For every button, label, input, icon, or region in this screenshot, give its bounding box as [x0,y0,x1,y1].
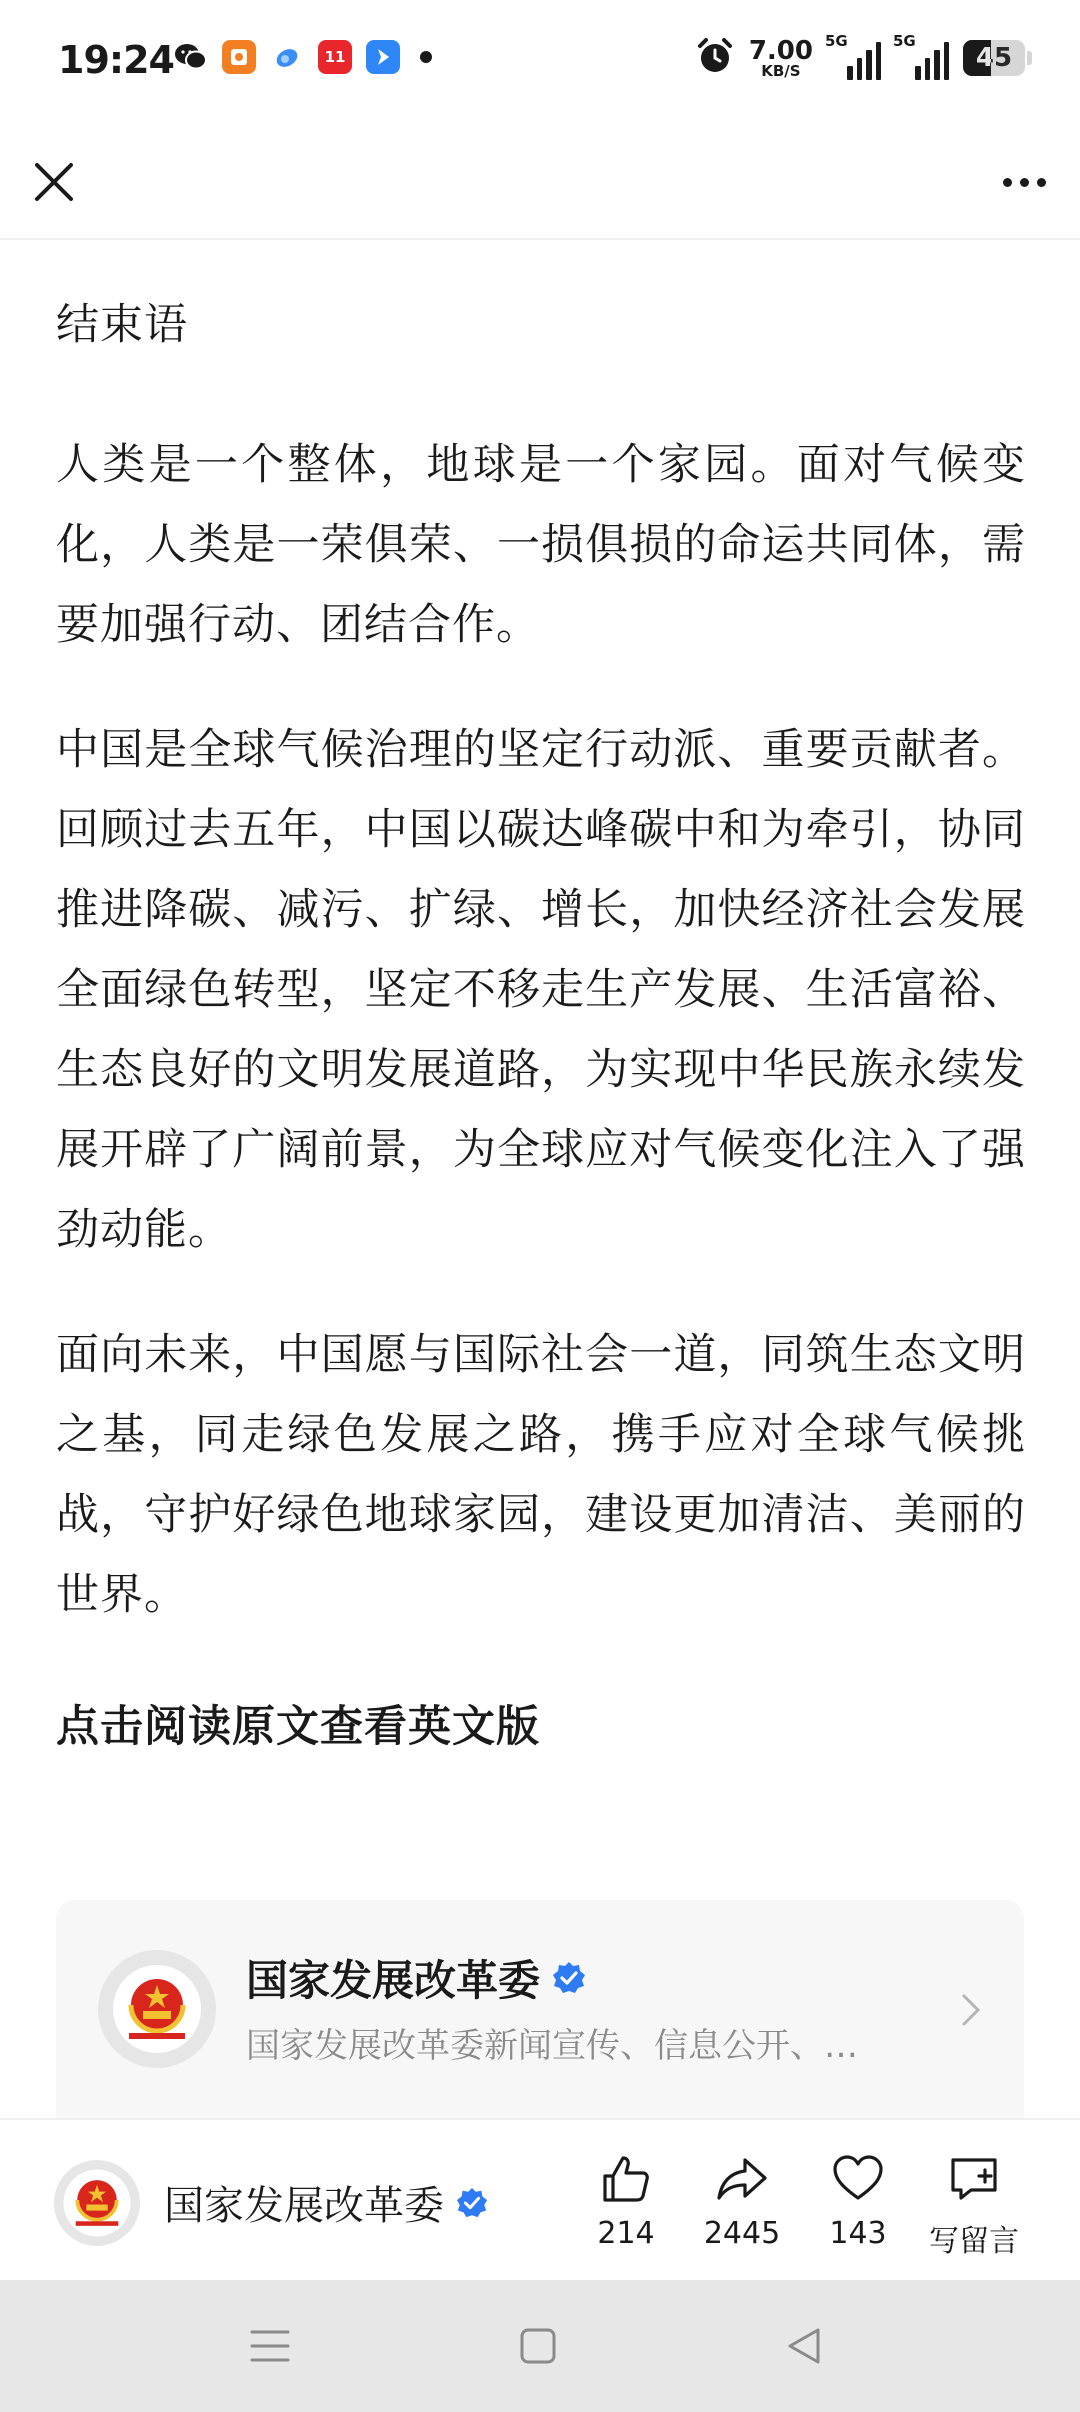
account-card-name: 国家发展改革委 [246,1956,541,2005]
favorite-button[interactable] [798,2152,918,2251]
status-time: 19:24 [58,38,174,82]
signal-5g-1-icon: 5G [827,36,881,80]
browser-icon [270,40,304,74]
wechat-icon [174,40,208,74]
bottom-account-name-row[interactable] [164,2174,488,2231]
status-bar [0,0,1080,120]
verified-badge-icon [552,1961,586,1995]
menu-button[interactable] [240,2320,300,2372]
close-icon [34,162,74,202]
share-button[interactable] [682,2152,802,2251]
write-comment-button[interactable] [914,2152,1034,2260]
paragraph-2: 中国是全球气候治理的坚定行动派、重要贡献者。回顾过去五年，中国以碳达峰碳中和为牵引，协同推进降碳、减污、扩绿、增长，加快经济社会发展全面绿色转型，坚定不移走生产发展、生活富裕、生态良好的文明发展道路，为实现中华民族永续发展开辟了广阔前景，为全球应对气候变化注入了强劲动能。 [56,725,1026,1255]
network-speed: 7.00 KB/S [748,35,813,80]
tmall-icon: 11 [318,40,352,74]
dingtalk-icon [366,40,400,74]
home-square-icon [518,2326,558,2366]
comment-add-icon [947,2152,1001,2206]
national-emblem-icon [62,2168,132,2238]
account-avatar [98,1950,216,2068]
write-comment-label: 写留言 [929,2224,1019,2259]
share-arrow-icon [715,2152,769,2206]
more-notifications-dot [420,51,432,63]
back-triangle-icon [784,2326,824,2366]
bottom-account-name: 国家发展改革委 [164,2183,444,2229]
system-navigation-bar [0,2280,1080,2412]
favorite-count: 143 [829,2216,887,2251]
battery-icon: 45 [963,40,1025,76]
like-button[interactable] [566,2152,686,2251]
notification-icons [174,40,432,74]
account-card[interactable] [56,1900,1024,2122]
like-count: 214 [597,2216,655,2251]
heart-icon [831,2152,885,2206]
taobao-icon [222,40,256,74]
signal-5g-2-icon: 5G [895,36,949,80]
close-button[interactable] [28,156,80,208]
battery-tip [1027,51,1032,65]
bottom-action-bar [0,2118,1080,2282]
national-emblem-icon [111,1963,203,2055]
verified-badge-icon [456,2187,488,2219]
account-card-description: 国家发展改革委新闻宣传、信息公开、… [246,2026,858,2066]
chevron-right-icon [960,1992,982,2032]
home-button[interactable] [508,2320,568,2372]
top-nav-bar [0,120,1080,240]
status-right-group [695,32,1032,80]
article-body [56,240,1026,1767]
section-title: 结束语 [56,300,188,350]
more-options-button[interactable] [994,156,1054,208]
paragraph-3: 面向未来，中国愿与国际社会一道，同筑生态文明之基，同走绿色发展之路，携手应对全球气候挑战，守护好绿色地球家园，建设更加清洁、美丽的世界。 [56,1330,1026,1620]
account-card-name-row [246,1948,586,2008]
alarm-icon [695,36,735,80]
read-original-text: 点击阅读原文查看英文版 [56,1702,540,1752]
back-button[interactable] [774,2320,834,2372]
share-count: 2445 [703,2216,781,2251]
bottom-account-avatar[interactable] [54,2160,140,2246]
menu-icon [250,2328,290,2364]
thumbs-up-icon [599,2152,653,2206]
paragraph-1: 人类是一个整体，地球是一个家园。面对气候变化，人类是一荣俱荣、一损俱损的命运共同体，需要加强行动、团结合作。 [56,440,1026,650]
